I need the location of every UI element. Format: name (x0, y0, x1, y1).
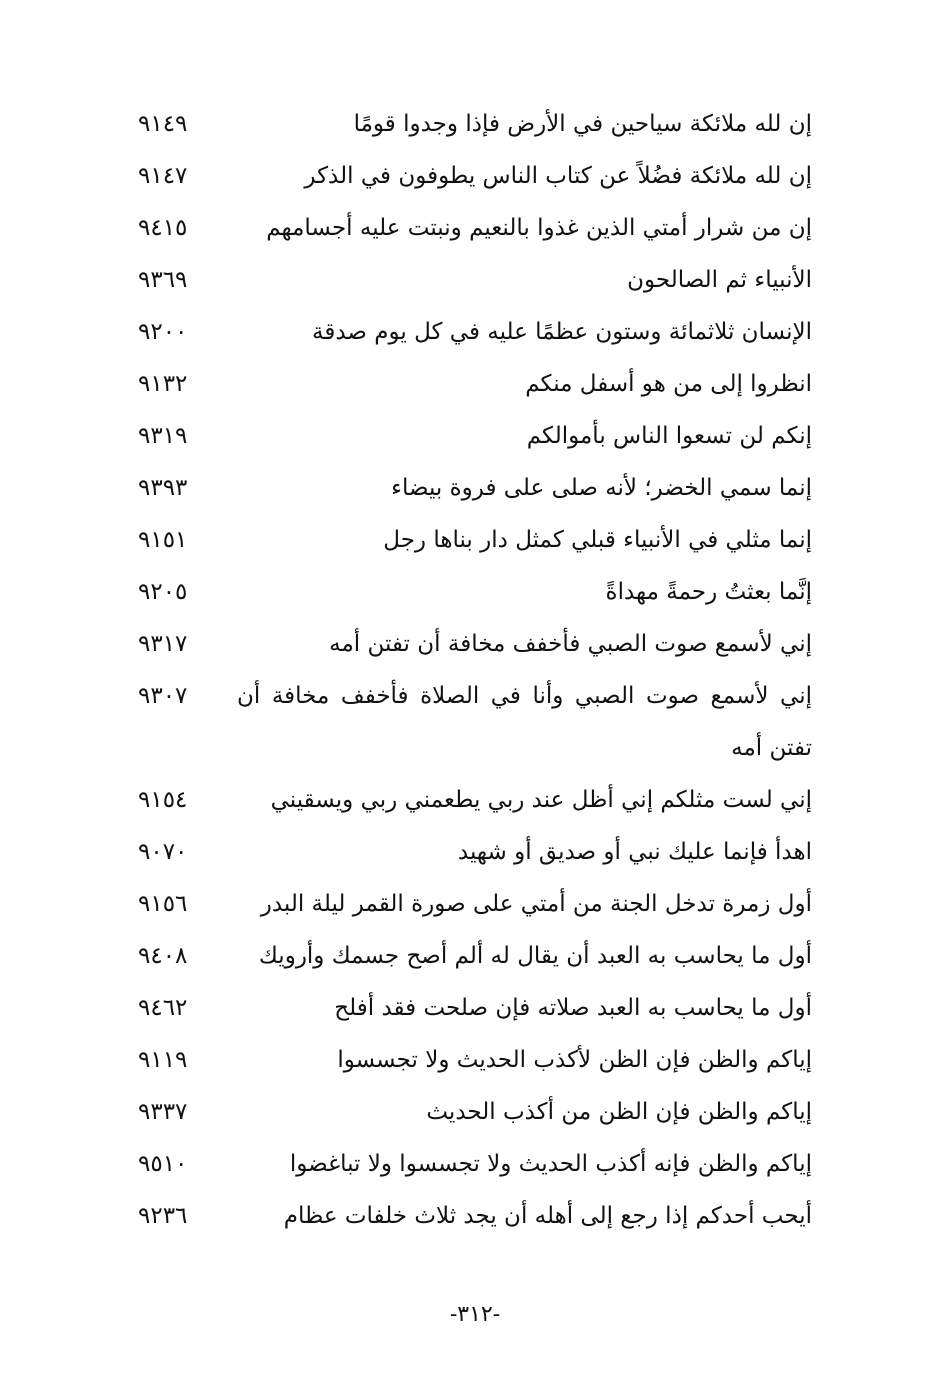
entry-text: أول ما يحاسب به العبد أن يقال له ألم أصح جسمك وأرويك (258, 943, 812, 969)
entry-number: ٩٤٦٢ (138, 995, 188, 1021)
index-entry (130, 982, 820, 1034)
index-entry (130, 1190, 820, 1242)
index-entry (130, 306, 820, 358)
entry-number: ٩١٤٩ (138, 111, 188, 137)
index-entry (130, 150, 820, 202)
entry-text: إنما سمي الخضر؛ لأنه صلى على فروة بيضاء (391, 475, 812, 501)
entry-number: ٩٤٠٨ (138, 943, 188, 969)
entry-number: ٩٣٣٧ (138, 1099, 188, 1125)
index-entry (130, 358, 820, 410)
entry-text: إن لله ملائكة سياحين في الأرض فإذا وجدوا قومًا (353, 111, 812, 137)
entry-number: ٩١٥١ (138, 527, 188, 553)
entry-text: اهدأ فإنما عليك نبي أو صديق أو شهيد (457, 839, 812, 865)
entry-text: إن من شرار أمتي الذين غذوا بالنعيم ونبتت عليه أجسامهم (266, 215, 812, 241)
entry-number: ٩٣١٧ (138, 631, 188, 657)
entry-text: إياكم والظن فإنه أكذب الحديث ولا تجسسوا ولا تباغضوا (289, 1151, 812, 1177)
entry-text: أيحب أحدكم إذا رجع إلى أهله أن يجد ثلاث خلفات عظام (283, 1203, 812, 1229)
index-entry (130, 878, 820, 930)
entry-text: إياكم والظن فإن الظن من أكذب الحديث (426, 1099, 812, 1125)
index-entry (130, 410, 820, 462)
index-entry (130, 514, 820, 566)
index-entry (130, 670, 820, 774)
entry-number: ٩٣١٩ (138, 423, 188, 449)
index-entry (130, 774, 820, 826)
entry-number: ٩٢٠٥ (138, 579, 188, 605)
index-entry (130, 1138, 820, 1190)
entry-number: ٩٣٠٧ (138, 683, 188, 709)
hadith-index-list (130, 98, 820, 1242)
index-entry (130, 566, 820, 618)
entry-number: ٩١٤٧ (138, 163, 188, 189)
entry-text: إني لأسمع صوت الصبي وأنا في الصلاة فأخفف مخافة أن تفتن أمه (237, 683, 812, 761)
entry-text: الإنسان ثلاثمائة وستون عظمًا عليه في كل يوم صدقة (312, 319, 812, 345)
index-entry (130, 930, 820, 982)
entry-text: أول زمرة تدخل الجنة من أمتي على صورة القمر ليلة البدر (260, 891, 812, 917)
index-entry (130, 1034, 820, 1086)
index-entry (130, 1086, 820, 1138)
index-entry (130, 202, 820, 254)
entry-text: إني لست مثلكم إني أظل عند ربي يطعمني ربي ويسقيني (270, 787, 812, 813)
entry-number: ٩١٣٢ (138, 371, 188, 397)
entry-text: إنكم لن تسعوا الناس بأموالكم (526, 423, 812, 449)
entry-number: ٩٥١٠ (138, 1151, 188, 1177)
entry-number: ٩٣٦٩ (138, 267, 188, 293)
entry-text: إنما مثلي في الأنبياء قبلي كمثل دار بناها رجل (383, 527, 812, 553)
page-number: -٣١٢- (449, 1302, 501, 1327)
entry-number: ٩٤١٥ (138, 215, 188, 241)
entry-text: أول ما يحاسب به العبد صلاته فإن صلحت فقد أفلح (334, 995, 812, 1021)
entry-text: إن لله ملائكة فضُلاً عن كتاب الناس يطوفون في الذكر (304, 163, 812, 189)
entry-text: انظروا إلى من هو أسفل منكم (525, 371, 812, 397)
entry-text: إني لأسمع صوت الصبي فأخفف مخافة أن تفتن أمه (329, 631, 812, 657)
entry-number: ٩٣٩٣ (138, 475, 188, 501)
index-entry (130, 462, 820, 514)
index-entry (130, 254, 820, 306)
index-entry (130, 826, 820, 878)
index-entry (130, 98, 820, 150)
entry-number: ٩٢٠٠ (138, 319, 188, 345)
index-entry (130, 618, 820, 670)
entry-number: ٩١٥٦ (138, 891, 188, 917)
entry-text: الأنبياء ثم الصالحون (627, 267, 812, 293)
entry-number: ٩٠٧٠ (138, 839, 188, 865)
entry-number: ٩١١٩ (138, 1047, 188, 1073)
entry-text: إياكم والظن فإن الظن لأكذب الحديث ولا تجسسوا (337, 1047, 812, 1073)
entry-number: ٩١٥٤ (138, 787, 188, 813)
entry-text: إنَّما بعثتُ رحمةً مهداةً (605, 579, 812, 605)
entry-number: ٩٢٣٦ (138, 1203, 188, 1229)
